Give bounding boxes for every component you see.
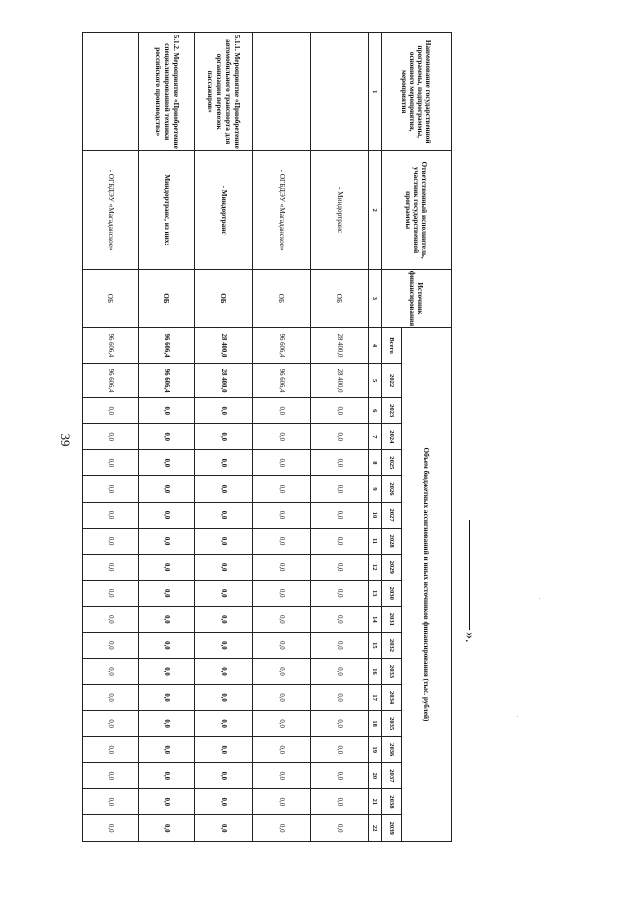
cell-value: 0,0 <box>195 737 253 763</box>
cell-total: 96 606,4 <box>83 327 139 363</box>
cell-value: 0,0 <box>253 711 311 737</box>
column-number: 21 <box>369 789 382 815</box>
cell-value: 0,0 <box>195 606 253 632</box>
cell-value: 0,0 <box>253 658 311 684</box>
header-year: 2031 <box>382 606 402 632</box>
cell-value: 0,0 <box>195 554 253 580</box>
header-year: 2033 <box>382 658 402 684</box>
column-number: 13 <box>369 580 382 606</box>
header-total: Всего <box>382 327 402 363</box>
column-number: 12 <box>369 554 382 580</box>
cell-value: 0,0 <box>83 554 139 580</box>
cell-value: 0,0 <box>311 398 369 424</box>
cell-value: 0,0 <box>139 658 195 684</box>
cell-value: 0,0 <box>195 502 253 528</box>
cell-value: 96 606,4 <box>83 364 139 398</box>
cell-value: 0,0 <box>311 632 369 658</box>
cell-value: 0,0 <box>139 606 195 632</box>
column-number: 19 <box>369 737 382 763</box>
cell-value: 0,0 <box>83 450 139 476</box>
cell-source: ОБ <box>253 269 311 327</box>
table-row <box>83 33 139 842</box>
column-number: 17 <box>369 685 382 711</box>
column-number: 8 <box>369 450 382 476</box>
header-year: 2029 <box>382 554 402 580</box>
header-year: 2037 <box>382 763 402 789</box>
cell-value: 0,0 <box>195 398 253 424</box>
cell-name: 5.1.1. Мероприятие «Приобретение автомобильного транспорта для организации перевозок пассажиров» <box>195 33 253 151</box>
closing-line <box>469 520 470 630</box>
cell-value: 0,0 <box>253 632 311 658</box>
table-row <box>253 33 311 842</box>
column-number: 20 <box>369 763 382 789</box>
cell-executor: - Миндортранс <box>195 151 253 269</box>
header-year: 2025 <box>382 450 402 476</box>
column-number: 18 <box>369 711 382 737</box>
cell-value: 0,0 <box>139 502 195 528</box>
page-number: 39 <box>58 433 73 447</box>
cell-executor: Миндортранс, из них: <box>139 151 195 269</box>
cell-value: 0,0 <box>83 737 139 763</box>
cell-value: 0,0 <box>83 424 139 450</box>
cell-value: 0,0 <box>253 450 311 476</box>
cell-value: 0,0 <box>195 528 253 554</box>
column-number: 14 <box>369 606 382 632</box>
column-number: 1 <box>369 33 382 151</box>
cell-value: 0,0 <box>83 789 139 815</box>
cell-value: 0,0 <box>139 580 195 606</box>
cell-executor: - ОГБДЭУ «Магаданское» <box>83 151 139 269</box>
cell-value: 0,0 <box>253 554 311 580</box>
cell-value: 0,0 <box>83 685 139 711</box>
cell-value: 96 606,4 <box>139 364 195 398</box>
cell-value: 0,0 <box>83 711 139 737</box>
cell-value: 0,0 <box>311 606 369 632</box>
cell-total: 96 606,4 <box>253 327 311 363</box>
cell-value: 0,0 <box>253 398 311 424</box>
cell-value: 0,0 <box>83 528 139 554</box>
header-executor: Ответственный исполнитель, участник государственной программы <box>382 151 452 269</box>
cell-value: 0,0 <box>311 554 369 580</box>
cell-value: 0,0 <box>139 763 195 789</box>
cell-value: 0,0 <box>311 815 369 842</box>
cell-value: 0,0 <box>83 502 139 528</box>
cell-value: 0,0 <box>253 476 311 502</box>
cell-value: 0,0 <box>311 658 369 684</box>
cell-value: 0,0 <box>139 685 195 711</box>
cell-value: 96 606,4 <box>253 364 311 398</box>
cell-value: 0,0 <box>83 658 139 684</box>
column-number: 6 <box>369 398 382 424</box>
cell-source: ОБ <box>195 269 253 327</box>
cell-value: 0,0 <box>83 606 139 632</box>
cell-value: 0,0 <box>311 580 369 606</box>
cell-value: 0,0 <box>253 580 311 606</box>
column-number: 2 <box>369 151 382 269</box>
cell-value: 0,0 <box>83 476 139 502</box>
cell-value: 0,0 <box>195 711 253 737</box>
table-row <box>139 33 195 842</box>
cell-value: 0,0 <box>139 528 195 554</box>
cell-source: ОБ <box>311 269 369 327</box>
header-year: 2030 <box>382 580 402 606</box>
cell-value: 0,0 <box>311 528 369 554</box>
table-row <box>311 33 369 842</box>
closing-mark <box>461 520 477 643</box>
cell-value: 0,0 <box>195 763 253 789</box>
cell-value: 0,0 <box>311 737 369 763</box>
cell-value: 0,0 <box>139 424 195 450</box>
cell-value: 0,0 <box>139 711 195 737</box>
funding-table <box>82 32 452 842</box>
cell-executor: - ОГБДЭУ «Магаданское» <box>253 151 311 269</box>
header-year: 2027 <box>382 502 402 528</box>
cell-value: 0,0 <box>311 711 369 737</box>
cell-source: ОБ <box>83 269 139 327</box>
header-year: 2036 <box>382 737 402 763</box>
header-year: 2038 <box>382 789 402 815</box>
cell-value: 0,0 <box>83 398 139 424</box>
column-number: 15 <box>369 632 382 658</box>
header-year: 2028 <box>382 528 402 554</box>
column-number: 7 <box>369 424 382 450</box>
cell-value: 28 400,0 <box>311 364 369 398</box>
column-number: 22 <box>369 815 382 842</box>
cell-value: 0,0 <box>195 789 253 815</box>
cell-value: 0,0 <box>139 815 195 842</box>
cell-value: 0,0 <box>195 658 253 684</box>
closing-quote-text: ». <box>462 632 477 643</box>
header-year: 2034 <box>382 685 402 711</box>
cell-value: 0,0 <box>195 580 253 606</box>
column-number: 4 <box>369 327 382 363</box>
cell-value: 0,0 <box>311 789 369 815</box>
cell-value: 0,0 <box>139 476 195 502</box>
column-number: 10 <box>369 502 382 528</box>
cell-value: 0,0 <box>139 632 195 658</box>
column-number: 5 <box>369 364 382 398</box>
cell-value: 0,0 <box>139 398 195 424</box>
cell-name <box>253 33 311 151</box>
cell-value: 0,0 <box>195 632 253 658</box>
column-number: 11 <box>369 528 382 554</box>
cell-name <box>83 33 139 151</box>
cell-name: 5.1.2. Мероприятие «Приобретение специализированной техники российского производства» <box>139 33 195 151</box>
header-year: 2032 <box>382 632 402 658</box>
cell-value: 0,0 <box>195 815 253 842</box>
cell-value: 0,0 <box>311 763 369 789</box>
header-year: 2023 <box>382 398 402 424</box>
cell-value: 0,0 <box>83 632 139 658</box>
cell-value: 0,0 <box>195 424 253 450</box>
cell-value: 0,0 <box>83 763 139 789</box>
column-number: 3 <box>369 269 382 327</box>
cell-value: 0,0 <box>83 815 139 842</box>
header-year: 2026 <box>382 476 402 502</box>
cell-value: 28 400,0 <box>195 364 253 398</box>
header-funding: Объем бюджетных ассигнований и иных источников финансирования (тыс. рублей) <box>402 327 452 841</box>
cell-value: 0,0 <box>253 763 311 789</box>
header-year: 2039 <box>382 815 402 842</box>
header-year: 2035 <box>382 711 402 737</box>
cell-total: 28 400,0 <box>311 327 369 363</box>
cell-value: 0,0 <box>311 685 369 711</box>
cell-value: 0,0 <box>195 685 253 711</box>
cell-value: 0,0 <box>139 450 195 476</box>
column-number: 9 <box>369 476 382 502</box>
cell-value: 0,0 <box>139 789 195 815</box>
cell-value: 0,0 <box>253 789 311 815</box>
cell-value: 0,0 <box>195 476 253 502</box>
cell-total: 96 606,4 <box>139 327 195 363</box>
cell-value: 0,0 <box>195 450 253 476</box>
table-row <box>195 33 253 842</box>
cell-value: 0,0 <box>83 580 139 606</box>
cell-value: 0,0 <box>311 424 369 450</box>
rotated-table-container <box>87 32 452 842</box>
header-name: Наименование государственной программы, подпрограммы, основного мероприятия, мероприятия <box>382 33 452 151</box>
cell-value: 0,0 <box>311 450 369 476</box>
header-year: 2024 <box>382 424 402 450</box>
cell-executor: - Миндортранс <box>311 151 369 269</box>
cell-value: 0,0 <box>139 554 195 580</box>
cell-value: 0,0 <box>253 528 311 554</box>
cell-value: 0,0 <box>253 502 311 528</box>
cell-value: 0,0 <box>253 424 311 450</box>
cell-name <box>311 33 369 151</box>
cell-value: 0,0 <box>253 737 311 763</box>
header-year: 2022 <box>382 364 402 398</box>
header-source: Источник финансирования <box>382 269 452 327</box>
cell-value: 0,0 <box>253 685 311 711</box>
cell-value: 0,0 <box>311 476 369 502</box>
cell-value: 0,0 <box>139 737 195 763</box>
cell-source: ОБ <box>139 269 195 327</box>
cell-value: 0,0 <box>253 606 311 632</box>
cell-value: 0,0 <box>311 502 369 528</box>
column-number: 16 <box>369 658 382 684</box>
cell-total: 28 400,0 <box>195 327 253 363</box>
cell-value: 0,0 <box>253 815 311 842</box>
